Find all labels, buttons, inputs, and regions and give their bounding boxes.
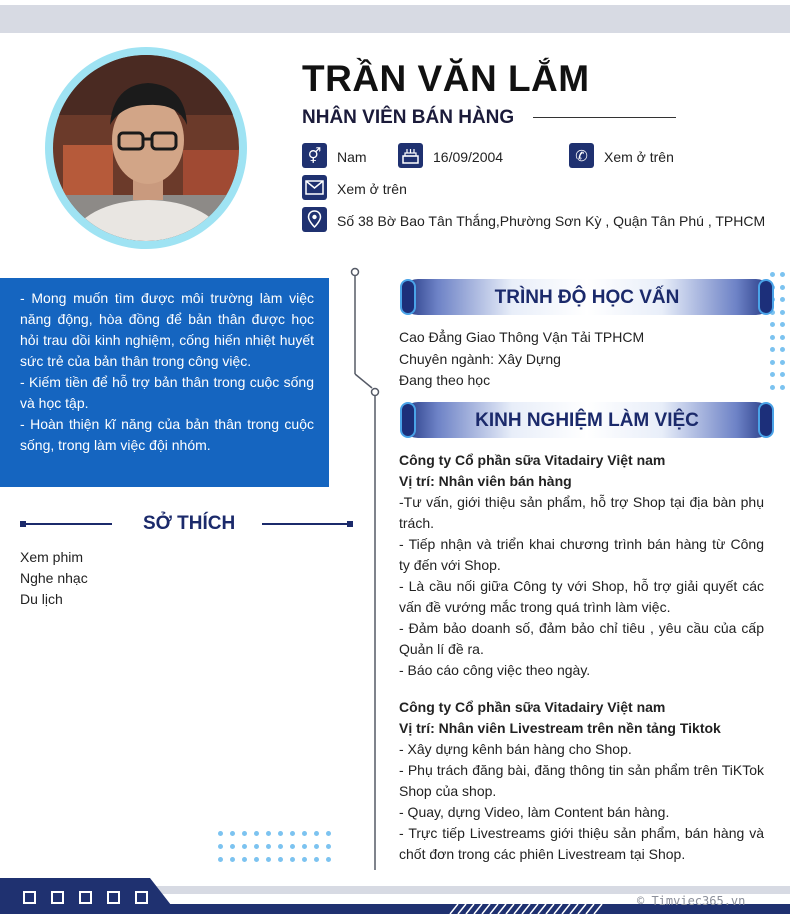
decor-dot: [266, 831, 271, 836]
footer-square: [79, 891, 92, 904]
top-bar: [0, 5, 790, 33]
footer-square: [23, 891, 36, 904]
hobby-item: Xem phim: [20, 549, 84, 565]
decor-dot: [770, 347, 775, 352]
phone-icon: ✆: [569, 143, 594, 168]
decor-dot: [780, 360, 785, 365]
decor-dot: [326, 831, 331, 836]
candidate-name: TRẦN VĂN LẮM: [302, 58, 590, 99]
job-duty: - Trực tiếp Livestreams giới thiệu sản phẩm, bán hàng và chốt đơn trong các phiên Livestream tại Shop.: [399, 825, 764, 862]
decor-dot: [218, 831, 223, 836]
decor-dot: [230, 857, 235, 862]
decor-dot: [770, 272, 775, 277]
decor-dot: [230, 831, 235, 836]
decor-dot: [780, 372, 785, 377]
decor-dot: [218, 857, 223, 862]
decor-dot: [326, 844, 331, 849]
decor-dot: [278, 844, 283, 849]
job-duty: - Là cầu nối giữa Công ty với Shop, hỗ trợ giải quyết các vấn đề vướng mắc trong quá trình làm việc.: [399, 578, 764, 615]
decor-dot: [302, 857, 307, 862]
job-entry: [399, 697, 764, 865]
decor-dot: [266, 844, 271, 849]
job-duty: - Phụ trách đăng bài, đăng thông tin sản phẩm trên TiKTok Shop của shop.: [399, 762, 764, 799]
job-position: Vị trí: Nhân viên Livestream trên nền tảng Tiktok: [399, 720, 721, 736]
decor-dot: [780, 322, 785, 327]
address-value: Số 38 Bờ Bao Tân Thắng,Phường Sơn Kỳ , Quận Tân Phú , TPHCM: [337, 213, 766, 229]
timeline-line: [340, 262, 385, 872]
decor-dot: [242, 857, 247, 862]
decor-dot: [314, 831, 319, 836]
banner-cap-left: [400, 279, 416, 315]
decor-dot: [242, 844, 247, 849]
job-duty: -Tư vấn, giới thiệu sản phẩm, hỗ trợ Shop tại địa bàn phụ trách.: [399, 494, 764, 531]
education-title: TRÌNH ĐỘ HỌC VẤN: [494, 287, 680, 308]
objective-line: - Mong muốn tìm được môi trường làm việc năng động, hòa đồng để bản thân được học hỏi trau dồi kinh nghiệm, cống hiến nhiệt huyết sức trẻ của bản thân trong công việc.: [20, 290, 314, 369]
job-duty: - Xây dựng kênh bán hàng cho Shop.: [399, 741, 632, 757]
objective-line: - Hoàn thiện kĩ năng của bản thân trong cuộc sống, trong làm việc đội nhóm.: [20, 416, 314, 453]
decor-dot: [326, 857, 331, 862]
job-company: Công ty Cổ phần sữa Vitadairy Việt nam: [399, 699, 666, 715]
banner-cap-right: [758, 402, 774, 438]
decor-dot: [780, 310, 785, 315]
decor-dot: [290, 857, 295, 862]
decor-dot: [302, 844, 307, 849]
decor-dot: [780, 347, 785, 352]
decor-dot: [780, 385, 785, 390]
job-entry: [399, 450, 764, 681]
decor-dot: [278, 831, 283, 836]
decor-dot: [780, 335, 785, 340]
email-value: Xem ở trên: [337, 181, 407, 197]
job-company: Công ty Cổ phần sữa Vitadairy Việt nam: [399, 452, 666, 468]
decor-dot: [290, 831, 295, 836]
decor-dot: [302, 831, 307, 836]
hobby-line-left: [24, 523, 112, 525]
decor-dot: [254, 857, 259, 862]
job-duty: - Báo cáo công việc theo ngày.: [399, 662, 591, 678]
hobby-item: Du lịch: [20, 591, 63, 607]
decor-dot: [770, 385, 775, 390]
decor-dot: [314, 844, 319, 849]
job-duty: - Quay, dựng Video, làm Content bán hàng.: [399, 804, 670, 820]
career-objective-text: [20, 288, 314, 456]
decor-dot: [230, 844, 235, 849]
job-duty: - Tiếp nhận và triển khai chương trình bán hàng từ Công ty đến với Shop.: [399, 536, 764, 573]
decor-dot: [266, 857, 271, 862]
decor-dot: [770, 372, 775, 377]
watermark: © Timviec365.vn: [637, 894, 746, 908]
phone-value: Xem ở trên: [604, 149, 674, 165]
hobby-line-right: [262, 523, 348, 525]
decor-dot: [254, 831, 259, 836]
title-underline: [533, 117, 676, 118]
decor-dot: [290, 844, 295, 849]
decor-dot: [242, 831, 247, 836]
job-duty: - Đảm bảo doanh số, đảm bảo chỉ tiêu , yêu cầu của cấp Quản lí đề ra.: [399, 620, 764, 657]
decor-dot: [770, 360, 775, 365]
job-position: Vị trí: Nhân viên bán hàng: [399, 473, 572, 489]
decor-dot: [780, 272, 785, 277]
banner-cap-left: [400, 402, 416, 438]
footer-square: [51, 891, 64, 904]
footer-square: [107, 891, 120, 904]
education-status: Đang theo học: [399, 372, 491, 388]
email-icon: [302, 175, 327, 200]
footer-square: [135, 891, 148, 904]
decor-dot: [780, 285, 785, 290]
decor-dot: [314, 857, 319, 862]
decor-dot: [218, 844, 223, 849]
hobby-item: Nghe nhạc: [20, 570, 88, 586]
decor-dot: [254, 844, 259, 849]
decor-dot: [278, 857, 283, 862]
dot-pattern: [218, 831, 338, 871]
avatar: [53, 55, 239, 241]
birthday-value: 16/09/2004: [433, 149, 504, 165]
birthday-cake-icon: [398, 143, 423, 168]
gender-icon: ⚥: [302, 143, 327, 168]
education-major: Chuyên ngành: Xây Dựng: [399, 351, 561, 367]
decor-dot: [770, 335, 775, 340]
experience-title: KINH NGHIỆM LÀM VIỆC: [475, 410, 699, 431]
decor-dot: [780, 297, 785, 302]
location-icon: [302, 207, 327, 232]
hobby-line-end: [347, 521, 353, 527]
right-margin: [790, 0, 800, 914]
job-title: NHÂN VIÊN BÁN HÀNG: [302, 107, 515, 128]
decor-dot: [770, 322, 775, 327]
hobbies-title: SỞ THÍCH: [143, 513, 236, 534]
gender-value: Nam: [337, 149, 367, 165]
banner-cap-right: [758, 279, 774, 315]
education-school: Cao Đẳng Giao Thông Vận Tải TPHCM: [399, 329, 645, 345]
objective-line: - Kiếm tiền để hỗ trợ bản thân trong cuộc sống và học tập.: [20, 374, 314, 411]
